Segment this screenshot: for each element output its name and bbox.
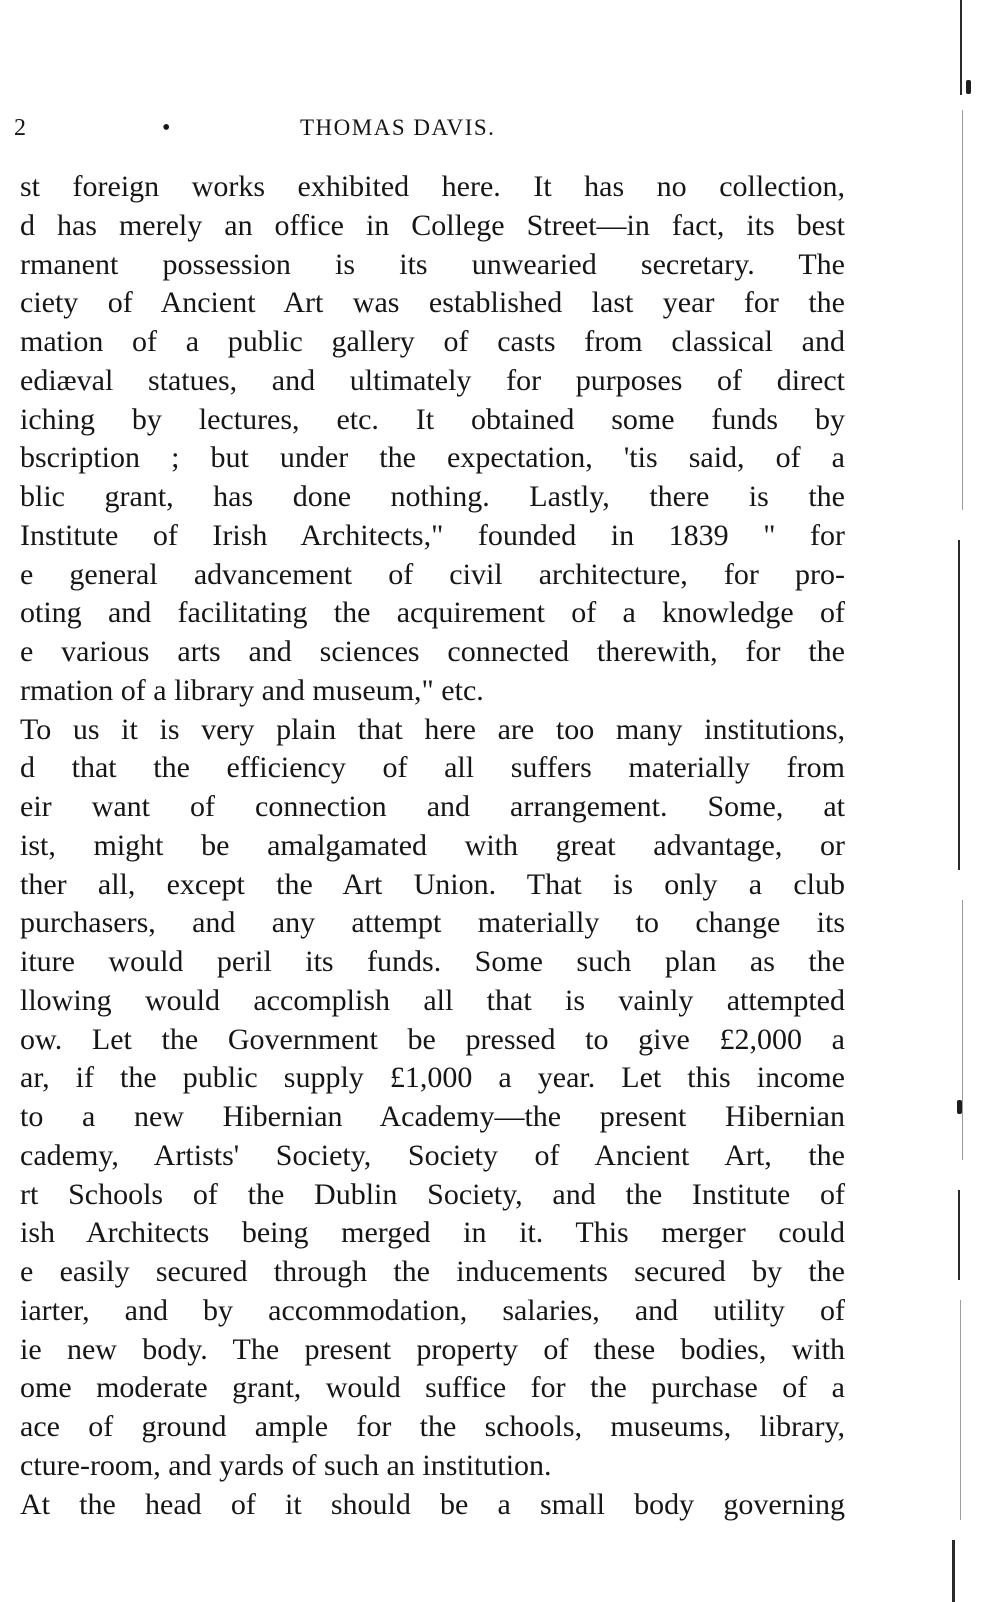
text-line: iture would peril its funds. Some such plan as the xyxy=(20,945,845,978)
binding-edge-mark xyxy=(960,0,962,95)
text-line: ciety of Ancient Art was established last year for the xyxy=(20,286,845,320)
text-line: cture-room, and yards of such an institution. xyxy=(20,1448,552,1482)
binding-edge-mark xyxy=(952,1540,955,1602)
header-dot: • xyxy=(162,115,171,141)
text-line: mation of a public gallery of casts from classical and xyxy=(20,325,845,358)
text-line: ome moderate grant, would suffice for the purchase of a xyxy=(20,1371,845,1405)
text-line: d has merely an office in College Street—in fact, its best xyxy=(20,208,845,242)
text-line: rmanent possession is its unwearied secretary. The xyxy=(20,247,845,281)
text-line: ther all, except the Art Union. That is only a club xyxy=(20,867,845,901)
text-line: iarter, and by accommodation, salaries, and utility of xyxy=(20,1293,845,1327)
text-line: e various arts and sciences connected therewith, for the xyxy=(20,635,845,668)
binding-shadow xyxy=(962,110,963,510)
binding-edge-mark xyxy=(958,1190,960,1280)
text-line: ie new body. The present property of these bodies, with xyxy=(20,1332,845,1366)
binding-shadow xyxy=(960,1300,961,1520)
body-text xyxy=(0,168,845,1524)
page-header xyxy=(0,108,1000,148)
text-line: ow. Let the Government be pressed to give £2,000 a xyxy=(20,1022,845,1056)
text-line: rmation of a library and museum," etc. xyxy=(20,673,484,707)
text-line: llowing would accomplish all that is vainly attempted xyxy=(20,983,845,1017)
text-line: cademy, Artists' Society, Society of Ancient Art, the xyxy=(20,1138,845,1172)
text-line: st foreign works exhibited here. It has no collection, xyxy=(20,170,845,203)
text-line: ace of ground ample for the schools, museums, library, xyxy=(20,1410,845,1443)
text-line: purchasers, and any attempt materially to change its xyxy=(20,906,845,940)
text-line: At the head of it should be a small body governing xyxy=(20,1487,845,1521)
binding-edge-mark xyxy=(958,540,960,870)
text-line: blic grant, has done nothing. Lastly, there is the xyxy=(20,480,845,513)
ink-speck xyxy=(966,80,971,94)
text-line: e general advancement of civil architecture, for pro- xyxy=(20,557,845,591)
text-line: rt Schools of the Dublin Society, and the Institute of xyxy=(20,1177,845,1211)
running-head: THOMAS DAVIS. xyxy=(300,115,496,140)
text-line: to a new Hibernian Academy—the present Hibernian xyxy=(20,1100,845,1133)
text-line: e easily secured through the inducements secured by the xyxy=(20,1255,845,1288)
text-line: ar, if the public supply £1,000 a year. Let this income xyxy=(20,1061,845,1095)
text-line: iching by lectures, etc. It obtained some funds by xyxy=(20,402,845,436)
text-line: oting and facilitating the acquirement of a knowledge of xyxy=(20,596,845,630)
text-line: To us it is very plain that here are too many institutions, xyxy=(20,712,845,746)
text-line: d that the efficiency of all suffers materially from xyxy=(20,751,845,785)
page-number: 2 xyxy=(14,115,27,141)
text-line: ediæval statues, and ultimately for purposes of direct xyxy=(20,363,845,397)
text-line: ist, might be amalgamated with great advantage, or xyxy=(20,828,845,862)
binding-shadow xyxy=(962,900,963,1160)
text-line: ish Architects being merged in it. This merger could xyxy=(20,1216,845,1250)
text-line: Institute of Irish Architects," founded in 1839 " for xyxy=(20,518,845,552)
text-line: eir want of connection and arrangement. Some, at xyxy=(20,790,845,823)
text-line: bscription ; but under the expectation, 'tis said, of a xyxy=(20,441,845,475)
